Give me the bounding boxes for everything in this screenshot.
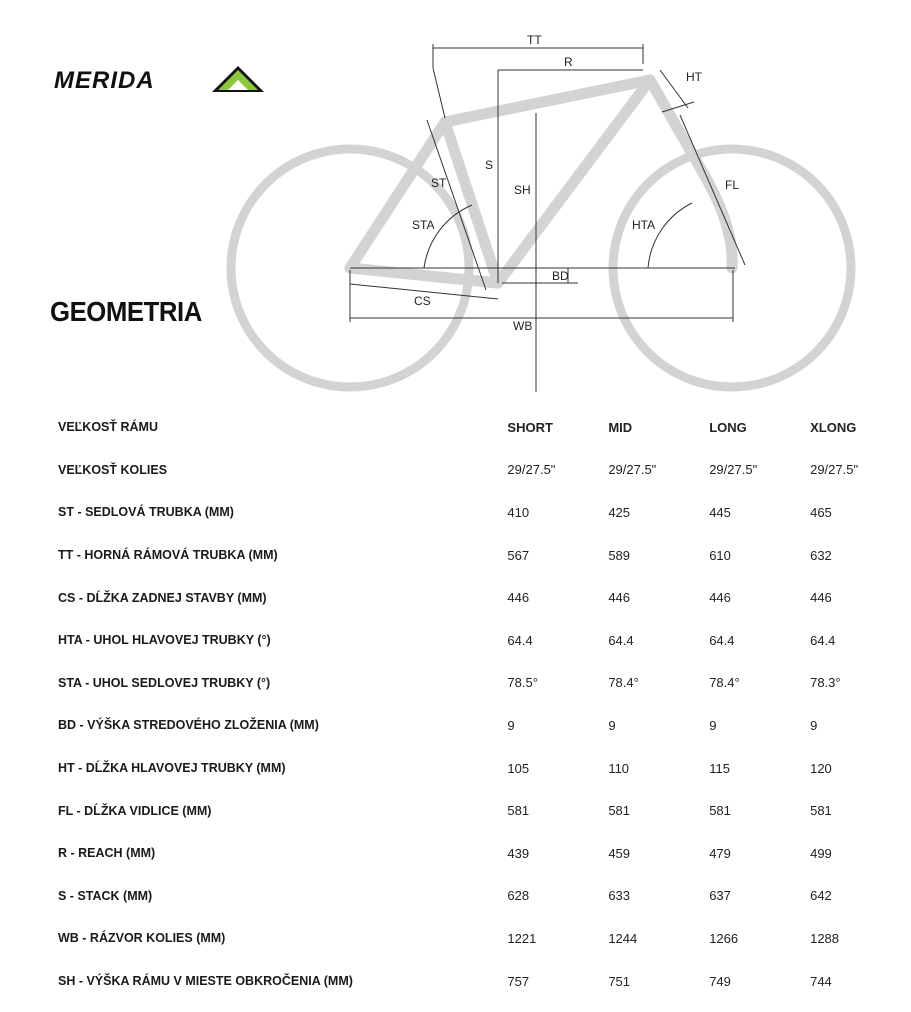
row-value: 78.4°	[709, 675, 740, 691]
row-label: R - REACH (MM)	[58, 846, 156, 861]
row-value: 410	[507, 504, 530, 520]
label-r: R	[564, 55, 573, 69]
row-value: 29/27.5"	[608, 462, 657, 478]
row-value: 610	[709, 547, 731, 563]
row-value: 751	[608, 973, 631, 989]
table-row	[50, 789, 911, 832]
row-value: 1288	[810, 930, 840, 946]
row-value: 749	[709, 973, 731, 989]
table-row	[50, 619, 911, 662]
bike-frame	[350, 80, 732, 283]
row-label: WB - RÁZVOR KOLIES (MM)	[58, 931, 226, 946]
table-row	[50, 704, 911, 747]
row-value: 581	[810, 803, 832, 819]
table-row	[50, 534, 911, 577]
row-value: 64.4	[810, 632, 836, 648]
header-size-short: SHORT	[507, 419, 553, 435]
label-cs: CS	[414, 294, 431, 308]
label-tt: TT	[527, 33, 542, 47]
row-value: 642	[810, 888, 832, 904]
row-value: 499	[810, 845, 832, 861]
header-frame-size-label: VEĽKOSŤ RÁMU	[58, 420, 158, 435]
table-row	[50, 832, 911, 875]
row-label: HTA - UHOL HLAVOVEJ TRUBKY (°)	[58, 633, 271, 648]
label-sta: STA	[412, 218, 435, 232]
label-bd: BD	[552, 269, 569, 283]
table-row	[50, 662, 911, 705]
row-label: TT - HORNÁ RÁMOVÁ TRUBKA (MM)	[58, 548, 278, 563]
row-value: 110	[608, 760, 630, 776]
row-value: 589	[608, 547, 631, 563]
row-value: 581	[608, 803, 631, 819]
page-title: GEOMETRIA	[50, 296, 202, 327]
row-value: 465	[810, 504, 832, 520]
row-value: 439	[507, 845, 530, 861]
logo-wordmark: MERIDA	[54, 67, 155, 94]
row-value: 29/27.5"	[810, 462, 859, 478]
row-label: ST - SEDLOVÁ TRUBKA (MM)	[58, 505, 234, 520]
row-value: 581	[507, 803, 530, 819]
row-value: 9	[709, 717, 717, 733]
row-value: 425	[608, 504, 631, 520]
row-label: BD - VÝŠKA STREDOVÉHO ZLOŽENIA (MM)	[58, 718, 319, 733]
label-fl: FL	[725, 178, 740, 192]
row-value: 64.4	[709, 632, 735, 648]
row-label: SH - VÝŠKA RÁMU V MIESTE OBKROČENIA (MM)	[58, 974, 353, 989]
row-value: 115	[709, 760, 730, 776]
table-row	[50, 747, 911, 790]
label-ht: HT	[686, 70, 702, 84]
row-value: 9	[608, 717, 616, 733]
row-value: 446	[507, 590, 530, 606]
row-value: 632	[810, 547, 832, 563]
label-sh: SH	[514, 183, 531, 197]
label-st: ST	[431, 176, 447, 190]
row-label: HT - DĹŽKA HLAVOVEJ TRUBKY (MM)	[58, 761, 286, 776]
geometry-table	[50, 406, 911, 1002]
row-label: STA - UHOL SEDLOVEJ TRUBKY (°)	[58, 675, 271, 690]
row-value: 29/27.5"	[709, 462, 758, 478]
table-row	[50, 917, 911, 960]
table-row	[50, 449, 911, 492]
row-value: 628	[507, 888, 530, 904]
row-value: 459	[608, 845, 631, 861]
row-value: 9	[507, 717, 515, 733]
row-value: 445	[709, 504, 731, 520]
row-value: 1244	[608, 930, 638, 946]
row-value: 637	[709, 888, 731, 904]
row-value: 581	[709, 803, 731, 819]
row-value: 1221	[507, 930, 537, 946]
header-size-mid: MID	[608, 419, 633, 435]
row-value: 105	[507, 760, 530, 776]
row-value: 633	[608, 888, 631, 904]
row-label: CS - DĹŽKA ZADNEJ STAVBY (MM)	[58, 590, 267, 605]
table-row	[50, 875, 911, 918]
row-value: 757	[507, 973, 530, 989]
row-value: 567	[507, 547, 530, 563]
row-value: 9	[810, 717, 818, 733]
row-value: 446	[709, 590, 731, 606]
row-value: 446	[810, 590, 832, 606]
table-row	[50, 491, 911, 534]
row-label: VEĽKOSŤ KOLIES	[58, 462, 168, 477]
row-value: 446	[608, 590, 631, 606]
row-value: 78.5°	[507, 675, 538, 691]
row-label: FL - DĹŽKA VIDLICE (MM)	[58, 803, 212, 818]
header-size-long: LONG	[709, 419, 747, 435]
header-size-xlong: XLONG	[810, 419, 857, 435]
table-row	[50, 576, 911, 619]
row-value: 744	[810, 973, 832, 989]
table-header-row	[50, 406, 911, 449]
row-value: 78.4°	[608, 675, 639, 691]
row-value: 64.4	[608, 632, 634, 648]
row-value: 1266	[709, 930, 739, 946]
label-hta: HTA	[632, 218, 656, 232]
bike-geometry-diagram	[0, 0, 911, 400]
row-label: S - STACK (MM)	[58, 888, 153, 903]
row-value: 479	[709, 845, 731, 861]
row-value: 120	[810, 760, 832, 776]
row-value: 29/27.5"	[507, 462, 556, 478]
table-row	[50, 960, 911, 1003]
row-value: 78.3°	[810, 675, 841, 691]
row-value: 64.4	[507, 632, 533, 648]
label-s: S	[485, 158, 494, 172]
label-wb: WB	[513, 319, 533, 333]
